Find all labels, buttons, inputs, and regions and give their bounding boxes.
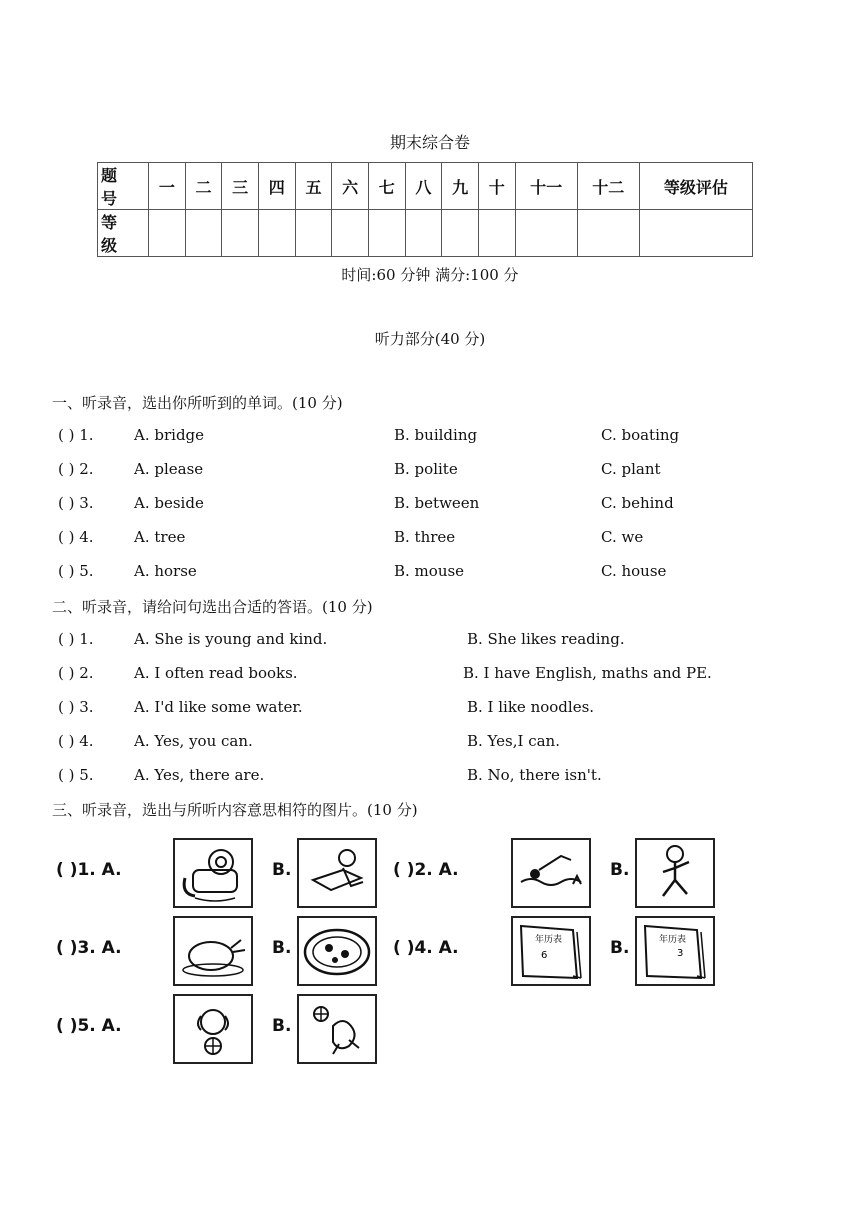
time-line: 时间:60 分钟 满分:100 分 [341, 266, 519, 284]
grade-cell[interactable] [368, 210, 405, 257]
option-b: B. mouse [394, 562, 465, 580]
page-title: 期末综合卷 [389, 133, 470, 152]
option-a: A. She is young and kind. [134, 630, 328, 648]
question-number[interactable]: ( ) 4. [58, 732, 94, 750]
question-number[interactable]: ( ) 1. [58, 426, 94, 444]
option-a: A. bridge [134, 426, 205, 444]
section3-heading: 三、听录音，选出与所听内容意思相符的图片。(10 分) [52, 801, 418, 819]
option-b: B. I like noodles. [467, 698, 595, 716]
col-2: 二 [185, 163, 222, 210]
grade-cell[interactable] [258, 210, 295, 257]
pizza-icon[interactable] [297, 916, 377, 986]
option-c: C. behind [601, 494, 674, 512]
q-label: ( )3. A. [56, 938, 122, 958]
grade-cell[interactable] [577, 210, 639, 257]
col-9: 九 [442, 163, 479, 210]
grade-cell[interactable] [405, 210, 442, 257]
option-b-label: B. [610, 938, 630, 958]
section2-heading: 二、听录音，请给问句选出合适的答语。(10 分) [52, 598, 373, 616]
grade-cell[interactable] [515, 210, 577, 257]
grade-cell[interactable] [222, 210, 259, 257]
question-number[interactable]: ( ) 1. [58, 630, 94, 648]
option-a: A. Yes, there are. [134, 766, 265, 784]
option-b: B. No, there isn't. [467, 766, 602, 784]
question-number[interactable]: ( ) 5. [58, 562, 94, 580]
option-c: C. plant [601, 460, 661, 478]
kungfu-boy-icon[interactable] [635, 838, 715, 908]
calendar-number: 6 [541, 950, 548, 961]
roast-chicken-icon[interactable] [173, 916, 253, 986]
option-c: C. we [601, 528, 644, 546]
grade-cell[interactable] [149, 210, 186, 257]
question-number[interactable]: ( ) 3. [58, 698, 94, 716]
col-4: 四 [258, 163, 295, 210]
option-c: C. house [601, 562, 667, 580]
section1-heading: 一、听录音，选出你所听到的单词。(10 分) [52, 394, 343, 412]
question-number[interactable]: ( ) 5. [58, 766, 94, 784]
option-b-label: B. [272, 860, 292, 880]
row-head: 等 级 [98, 210, 149, 257]
listening-title: 听力部分(40 分) [374, 330, 486, 348]
question-number[interactable]: ( ) 2. [58, 664, 94, 682]
grade-table-row-number [98, 163, 753, 210]
calendar-3-icon[interactable] [635, 916, 715, 986]
q-label: ( )5. A. [56, 1016, 122, 1036]
option-a: A. I often read books. [134, 664, 298, 682]
option-a: A. Yes, you can. [134, 732, 253, 750]
question-number[interactable]: ( ) 4. [58, 528, 94, 546]
option-b: B. building [394, 426, 478, 444]
q-label: ( )4. A. [393, 938, 459, 958]
col-5: 五 [295, 163, 332, 210]
option-b: B. I have English, maths and PE. [463, 664, 712, 682]
col-10: 十 [478, 163, 515, 210]
option-b: B. Yes,I can. [467, 732, 560, 750]
calendar-number: 3 [677, 948, 684, 959]
grade-cell[interactable] [442, 210, 479, 257]
grade-cell[interactable] [295, 210, 332, 257]
grade-table [97, 162, 753, 257]
swimming-icon[interactable] [511, 838, 591, 908]
telephone-icon[interactable] [173, 838, 253, 908]
option-a: A. horse [134, 562, 197, 580]
col-8: 八 [405, 163, 442, 210]
grade-cell[interactable] [185, 210, 222, 257]
question-number[interactable]: ( ) 2. [58, 460, 94, 478]
option-a: A. please [134, 460, 204, 478]
reading-boy-icon[interactable] [297, 838, 377, 908]
calendar-text: 年历表 [659, 935, 687, 945]
col-3: 三 [222, 163, 259, 210]
option-b-label: B. [610, 860, 630, 880]
q-label: ( )1. A. [56, 860, 122, 880]
grade-table-row-grade [98, 210, 753, 257]
row-head: 题 号 [98, 163, 149, 210]
grade-cell[interactable] [332, 210, 369, 257]
option-c: C. boating [601, 426, 680, 444]
dog-ball-icon[interactable] [173, 994, 253, 1064]
option-a: A. beside [134, 494, 204, 512]
col-7: 七 [368, 163, 405, 210]
option-a: A. I'd like some water. [134, 698, 303, 716]
dog-playing-icon[interactable] [297, 994, 377, 1064]
option-b: B. She likes reading. [467, 630, 625, 648]
col-12: 十二 [577, 163, 639, 210]
option-b-label: B. [272, 938, 292, 958]
calendar-6-icon[interactable] [511, 916, 591, 986]
option-b: B. three [394, 528, 456, 546]
option-b-label: B. [272, 1016, 292, 1036]
col-1: 一 [149, 163, 186, 210]
col-11: 十一 [515, 163, 577, 210]
option-b: B. polite [394, 460, 458, 478]
calendar-text: 年历表 [535, 935, 563, 945]
col-eval: 等级评估 [639, 163, 752, 210]
col-6: 六 [332, 163, 369, 210]
option-a: A. tree [134, 528, 186, 546]
grade-cell[interactable] [478, 210, 515, 257]
option-b: B. between [394, 494, 480, 512]
grade-cell[interactable] [639, 210, 752, 257]
q-label: ( )2. A. [393, 860, 459, 880]
question-number[interactable]: ( ) 3. [58, 494, 94, 512]
